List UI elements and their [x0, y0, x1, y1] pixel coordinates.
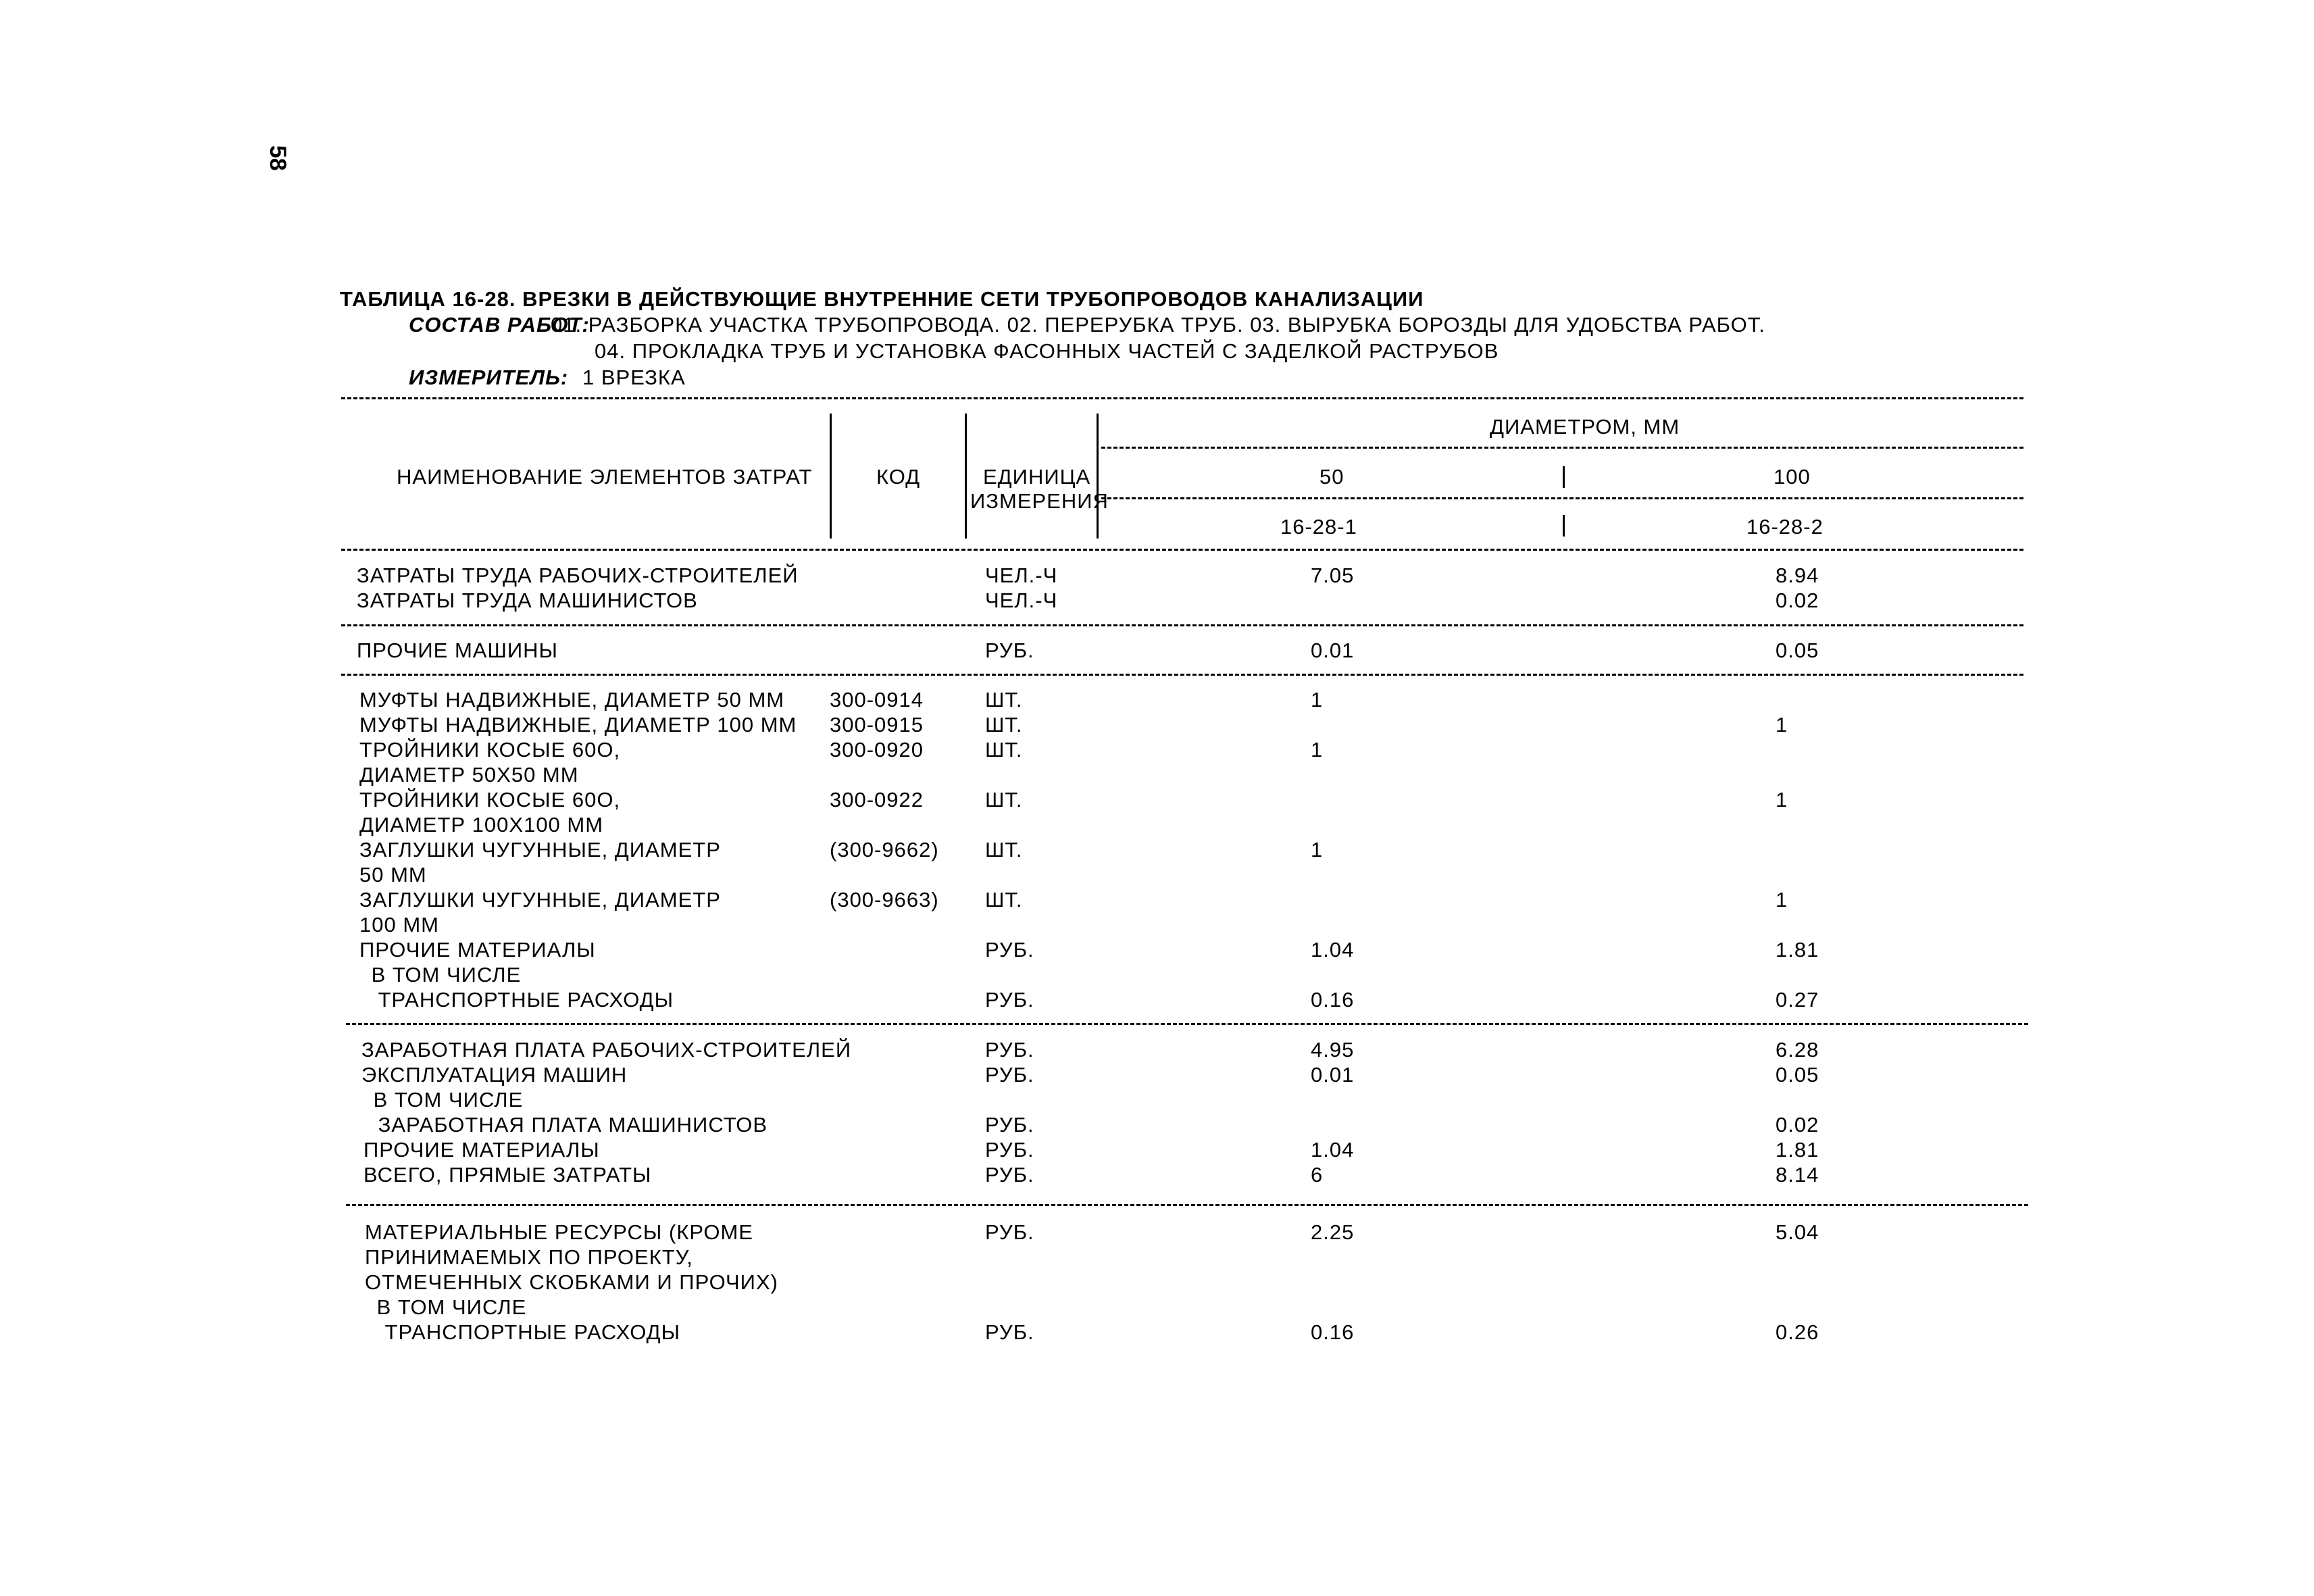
row-value-100: 1	[1776, 713, 1788, 737]
row-unit: ШТ.	[985, 713, 1023, 737]
row-unit: РУБ.	[985, 1113, 1034, 1137]
row-value-50: 6	[1311, 1163, 1324, 1187]
row-value-50: 1.04	[1311, 1138, 1355, 1162]
header-code2: 16-28-2	[1746, 515, 1823, 539]
row-value-100: 0.26	[1776, 1320, 1819, 1344]
row-unit: ЧЕЛ.-Ч	[985, 564, 1058, 587]
row-code: 300-0915	[830, 713, 924, 737]
row-code: (300-9663)	[830, 888, 939, 912]
row-name: ЗАРАБОТНАЯ ПЛАТА РАБОЧИХ-СТРОИТЕЛЕЙ	[361, 1038, 852, 1062]
row-name: ПРОЧИЕ МАТЕРИАЛЫ	[359, 938, 596, 962]
composition-label: СОСТАВ РАБОТ:	[409, 313, 590, 336]
row-value-50: 1	[1311, 688, 1324, 712]
row-name: ЗАТРАТЫ ТРУДА РАБОЧИХ-СТРОИТЕЛЕЙ	[357, 564, 799, 587]
row-code: 300-0922	[830, 788, 924, 812]
page-number: 58	[265, 145, 291, 171]
row-unit: РУБ.	[985, 1063, 1034, 1087]
row-value-50: 1.04	[1311, 938, 1355, 962]
row-unit: РУБ.	[985, 1220, 1034, 1244]
header-diameter-rule	[1101, 447, 2023, 449]
header-d1: 50	[1319, 465, 1344, 489]
row-value-50: 2.25	[1311, 1220, 1355, 1244]
row-name: ПРОЧИЕ МАШИНЫ	[357, 639, 558, 662]
row-value-100: 5.04	[1776, 1220, 1819, 1244]
header-diameter: ДИАМЕТРОМ, ММ	[1490, 415, 1680, 439]
row-value-100: 1.81	[1776, 938, 1819, 962]
composition-line-2: 04. ПРОКЛАДКА ТРУБ И УСТАНОВКА ФАСОННЫХ ЧАСТЕЙ С ЗАДЕЛКОЙ РАСТРУБОВ	[595, 339, 1499, 363]
section-rule-3	[346, 1023, 2028, 1025]
row-unit: РУБ.	[985, 1138, 1034, 1162]
row-code: 300-0920	[830, 738, 924, 762]
row-name: ЗАРАБОТНАЯ ПЛАТА МАШИНИСТОВ	[372, 1113, 768, 1137]
section-rule-2	[341, 674, 2023, 676]
header-unit-line2: ИЗМЕРЕНИЯ	[970, 489, 1109, 513]
header-name: НАИМЕНОВАНИЕ ЭЛЕМЕНТОВ ЗАТРАТ	[397, 465, 813, 489]
row-value-100: 8.14	[1776, 1163, 1819, 1187]
header-top-rule	[341, 397, 2023, 399]
row-value-100: 0.02	[1776, 589, 1819, 612]
header-d2: 100	[1774, 465, 1811, 489]
row-value-100: 0.02	[1776, 1113, 1819, 1137]
header-bottom-rule	[341, 549, 2023, 551]
row-unit: ШТ.	[985, 688, 1023, 712]
row-value-50: 1	[1311, 838, 1324, 862]
row-name: ЗАГЛУШКИ ЧУГУННЫЕ, ДИАМЕТР	[359, 838, 721, 862]
row-unit: ЧЕЛ.-Ч	[985, 589, 1058, 612]
section-rule-4	[346, 1204, 2028, 1206]
row-value-100: 1.81	[1776, 1138, 1819, 1162]
row-name: МАТЕРИАЛЬНЫЕ РЕСУРСЫ (КРОМЕ	[365, 1220, 753, 1244]
row-unit: РУБ.	[985, 938, 1034, 962]
row-name: В ТОМ ЧИСЛЕ	[370, 1295, 527, 1319]
row-name: В ТОМ ЧИСЛЕ	[367, 1088, 524, 1112]
meter-value: 1 ВРЕЗКА	[582, 366, 686, 389]
row-unit: ШТ.	[985, 888, 1023, 912]
row-value-50: 4.95	[1311, 1038, 1355, 1062]
row-name: ДИАМЕТР 50Х50 ММ	[359, 763, 579, 787]
header-size-rule	[1101, 497, 2023, 499]
row-unit: РУБ.	[985, 1038, 1034, 1062]
row-name: ТРОЙНИКИ КОСЫЕ 60О,	[359, 738, 621, 762]
row-value-50: 0.16	[1311, 1320, 1355, 1344]
row-name: ТРАНСПОРТНЫЕ РАСХОДЫ	[378, 1320, 681, 1344]
header-divider-unit	[1097, 414, 1099, 539]
header-divider-d1	[1563, 466, 1565, 488]
row-unit: ШТ.	[985, 838, 1023, 862]
row-unit: ШТ.	[985, 788, 1023, 812]
row-value-50: 7.05	[1311, 564, 1355, 587]
row-unit: РУБ.	[985, 1163, 1034, 1187]
row-value-50: 0.01	[1311, 1063, 1355, 1087]
row-name: ЗАТРАТЫ ТРУДА МАШИНИСТОВ	[357, 589, 698, 612]
row-value-100: 0.05	[1776, 639, 1819, 662]
row-value-100: 0.05	[1776, 1063, 1819, 1087]
row-value-100: 8.94	[1776, 564, 1819, 587]
row-name: ЭКСПЛУАТАЦИЯ МАШИН	[361, 1063, 628, 1087]
row-value-100: 6.28	[1776, 1038, 1819, 1062]
row-unit: ШТ.	[985, 738, 1023, 762]
table-title: ТАБЛИЦА 16-28. ВРЕЗКИ В ДЕЙСТВУЮЩИЕ ВНУТРЕННИЕ СЕТИ ТРУБОПРОВОДОВ КАНАЛИЗАЦИИ	[340, 287, 1424, 311]
row-name: ПРИНИМАЕМЫХ ПО ПРОЕКТУ,	[365, 1245, 693, 1269]
row-name: МУФТЫ НАДВИЖНЫЕ, ДИАМЕТР 50 ММ	[359, 688, 785, 712]
header-unit-line1: ЕДИНИЦА	[983, 465, 1091, 489]
header-divider-name	[830, 414, 832, 539]
row-value-100: 1	[1776, 888, 1788, 912]
row-value-50: 1	[1311, 738, 1324, 762]
header-code1: 16-28-1	[1280, 515, 1357, 539]
row-name: ПРОЧИЕ МАТЕРИАЛЫ	[363, 1138, 600, 1162]
row-name: МУФТЫ НАДВИЖНЫЕ, ДИАМЕТР 100 ММ	[359, 713, 797, 737]
row-name: ТРАНСПОРТНЫЕ РАСХОДЫ	[372, 988, 674, 1012]
row-name: В ТОМ ЧИСЛЕ	[365, 963, 522, 987]
header-code: КОД	[876, 465, 921, 489]
row-name: 50 ММ	[359, 863, 427, 887]
row-unit: РУБ.	[985, 988, 1034, 1012]
row-value-50: 0.01	[1311, 639, 1355, 662]
row-name: 100 ММ	[359, 913, 439, 937]
row-name: ТРОЙНИКИ КОСЫЕ 60О,	[359, 788, 621, 812]
row-code: 300-0914	[830, 688, 924, 712]
header-divider-c1	[1563, 515, 1565, 537]
section-rule-1	[341, 624, 2023, 626]
row-unit: РУБ.	[985, 1320, 1034, 1344]
row-value-100: 1	[1776, 788, 1788, 812]
row-code: (300-9662)	[830, 838, 939, 862]
composition-line-1: 01. РАЗБОРКА УЧАСТКА ТРУБОПРОВОДА. 02. ПЕРЕРУБКА ТРУБ. 03. ВЫРУБКА БОРОЗДЫ ДЛЯ УДОБСТВА РАБОТ.	[551, 313, 1765, 336]
header-divider-code	[965, 414, 967, 539]
row-value-100: 0.27	[1776, 988, 1819, 1012]
row-name: ДИАМЕТР 100Х100 ММ	[359, 813, 604, 837]
row-value-50: 0.16	[1311, 988, 1355, 1012]
row-unit: РУБ.	[985, 639, 1034, 662]
row-name: ЗАГЛУШКИ ЧУГУННЫЕ, ДИАМЕТР	[359, 888, 721, 912]
row-name: ОТМЕЧЕННЫХ СКОБКАМИ И ПРОЧИХ)	[365, 1270, 778, 1294]
meter-label: ИЗМЕРИТЕЛЬ:	[409, 366, 569, 389]
row-name: ВСЕГО, ПРЯМЫЕ ЗАТРАТЫ	[363, 1163, 652, 1187]
